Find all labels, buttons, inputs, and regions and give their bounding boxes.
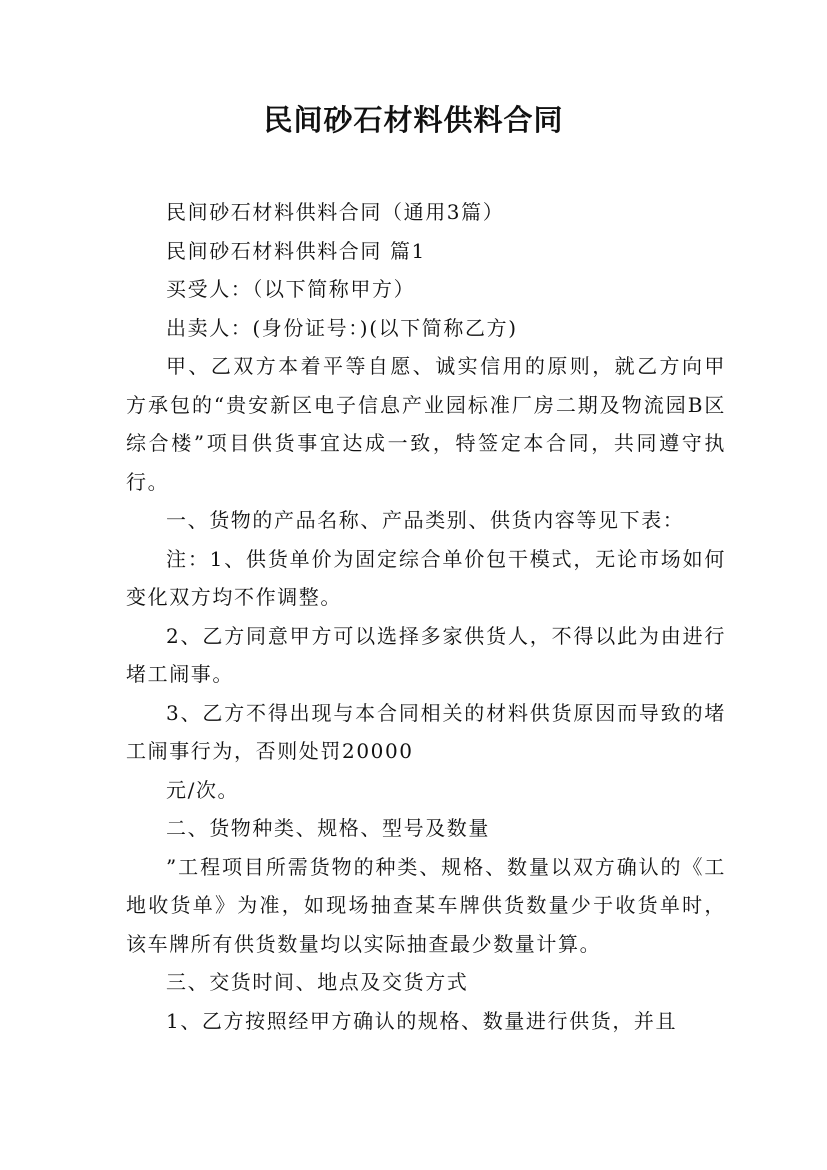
- paragraph-note-3-cont: 元/次。: [166, 777, 240, 802]
- paragraph-note-3: 3、乙方不得出现与本合同相关的材料供货原因而导致的堵工闹事行为，否则处罚20000: [126, 700, 726, 763]
- document-body: [126, 193, 726, 1040]
- document-title: 民间砂石材料供料合同: [263, 103, 564, 137]
- paragraph-doc-heading: 民间砂石材料供料合同（通用3篇）: [166, 200, 505, 224]
- paragraph-seller: 出卖人：(身份证号：)(以下简称乙方): [166, 315, 518, 340]
- paragraph-clause-2-heading: 二、货物种类、规格、型号及数量: [166, 816, 490, 840]
- paragraph-clause-1-heading: 一、货物的产品名称、产品类别、供货内容等见下表：: [166, 508, 685, 532]
- paragraph-clause-3-item-1: 1、乙方按照经甲方确认的规格、数量进行供货，并且: [166, 1008, 678, 1033]
- paragraph-clause-3-heading: 三、交货时间、地点及交货方式: [166, 970, 469, 994]
- paragraph-note-1: 注：1、供货单价为固定综合单价包干模式，无论市场如何变化双方均不作调整。: [126, 546, 726, 609]
- paragraph-clause-2-body: ”工程项目所需货物的种类、规格、数量以双方确认的《工地收货单》为准，如现场抽查某车牌供货数量少于收货单时，该车牌所有供货数量均以实际抽查最少数量计算。: [126, 854, 726, 956]
- paragraph-buyer: 买受人：（以下简称甲方）: [166, 277, 416, 301]
- paragraph-preamble: 甲、乙双方本着平等自愿、诚实信用的原则，就乙方向甲方承包的“贵安新区电子信息产业园标准厂房二期及物流园B区综合楼”项目供货事宜达成一致，特签定本合同，共同遵守执行。: [126, 354, 726, 494]
- paragraph-note-2: 2、乙方同意甲方可以选择多家供货人，不得以此为由进行堵工闹事。: [126, 623, 726, 686]
- paragraph-section-heading: 民间砂石材料供料合同 篇1: [166, 238, 426, 263]
